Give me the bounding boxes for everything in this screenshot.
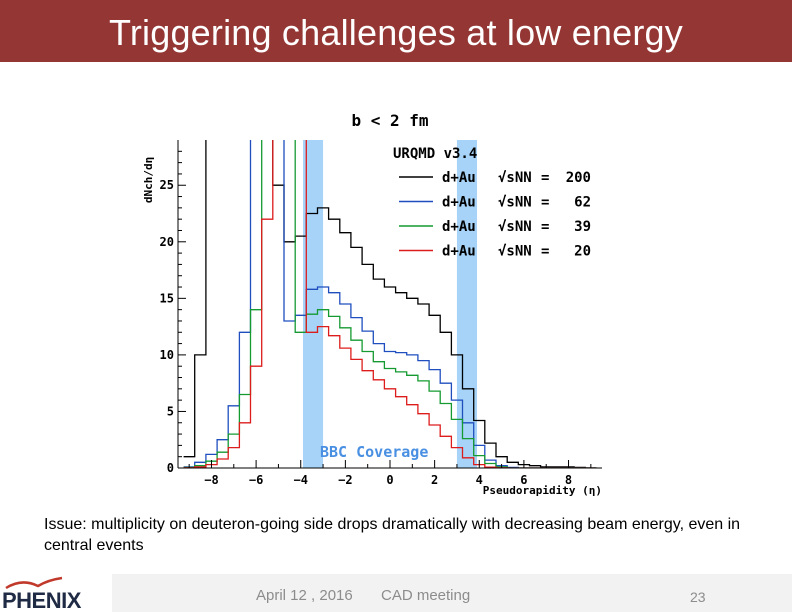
legend-energy-1: 62	[574, 194, 591, 211]
legend-equals-0: =	[541, 170, 550, 186]
x-tick-label-7: 6	[520, 473, 528, 487]
x-tick-label-3: −2	[338, 473, 353, 487]
legend-energy-label-3: √sNN	[498, 243, 532, 260]
x-tick-label-1: −6	[248, 473, 264, 487]
legend-system-2: d+Au	[442, 219, 476, 235]
x-tick-label-5: 2	[431, 473, 439, 487]
legend-equals-2: =	[541, 219, 550, 235]
bbc-coverage-label: BBC Coverage	[320, 443, 429, 461]
legend-system-0: d+Au	[442, 170, 476, 186]
legend-system-3: d+Au	[442, 243, 476, 260]
y-tick-label-4: 20	[159, 234, 174, 249]
x-tick-label-0: −8	[204, 473, 219, 487]
logo-text: PHENIX	[2, 588, 81, 613]
phenix-logo	[0, 574, 112, 612]
legend-equals-3: =	[541, 243, 550, 260]
legend-energy-0: 200	[565, 170, 591, 186]
legend-equals-1: =	[541, 194, 550, 211]
legend-energy-2: 39	[574, 219, 591, 235]
y-tick-label-1: 5	[166, 404, 174, 419]
issue-text: Issue: multiplicity on deuteron-going side drops dramatically with decreasing beam energy, even in central events	[44, 516, 741, 554]
series-line-2	[184, 129, 597, 468]
y-tick-label-2: 10	[159, 347, 174, 362]
y-tick-label-0: 0	[166, 461, 174, 475]
multiplicity-chart	[130, 100, 610, 502]
chart-title: b < 2 fm	[351, 111, 429, 130]
legend-energy-label-2: √sNN	[498, 219, 532, 235]
legend-energy-label-1: √sNN	[498, 194, 532, 211]
legend-header: URQMD v3.4	[393, 146, 478, 162]
x-tick-label-8: 8	[564, 473, 573, 487]
legend-system-1: d+Au	[442, 194, 476, 211]
series-line-1	[184, 129, 597, 468]
y-axis-label: dNch/dη	[142, 156, 155, 204]
footer-meeting: CAD meeting	[381, 587, 471, 604]
series-line-3	[184, 129, 597, 468]
footer-date: April 12 , 2016	[256, 587, 353, 604]
x-tick-label-2: −4	[293, 473, 308, 487]
y-tick-label-5: 25	[159, 178, 174, 193]
y-tick-label-3: 15	[159, 291, 174, 306]
legend-energy-3: 20	[574, 243, 591, 260]
x-tick-label-6: 4	[475, 473, 483, 487]
page-number: 23	[690, 589, 706, 605]
x-tick-label-4: 0	[386, 473, 394, 487]
series-line-0	[184, 129, 597, 468]
x-axis-label: Pseudorapidity (η)	[482, 484, 602, 497]
legend-energy-label-0: √sNN	[498, 170, 532, 186]
slide-title: Triggering challenges at low energy	[109, 12, 683, 53]
